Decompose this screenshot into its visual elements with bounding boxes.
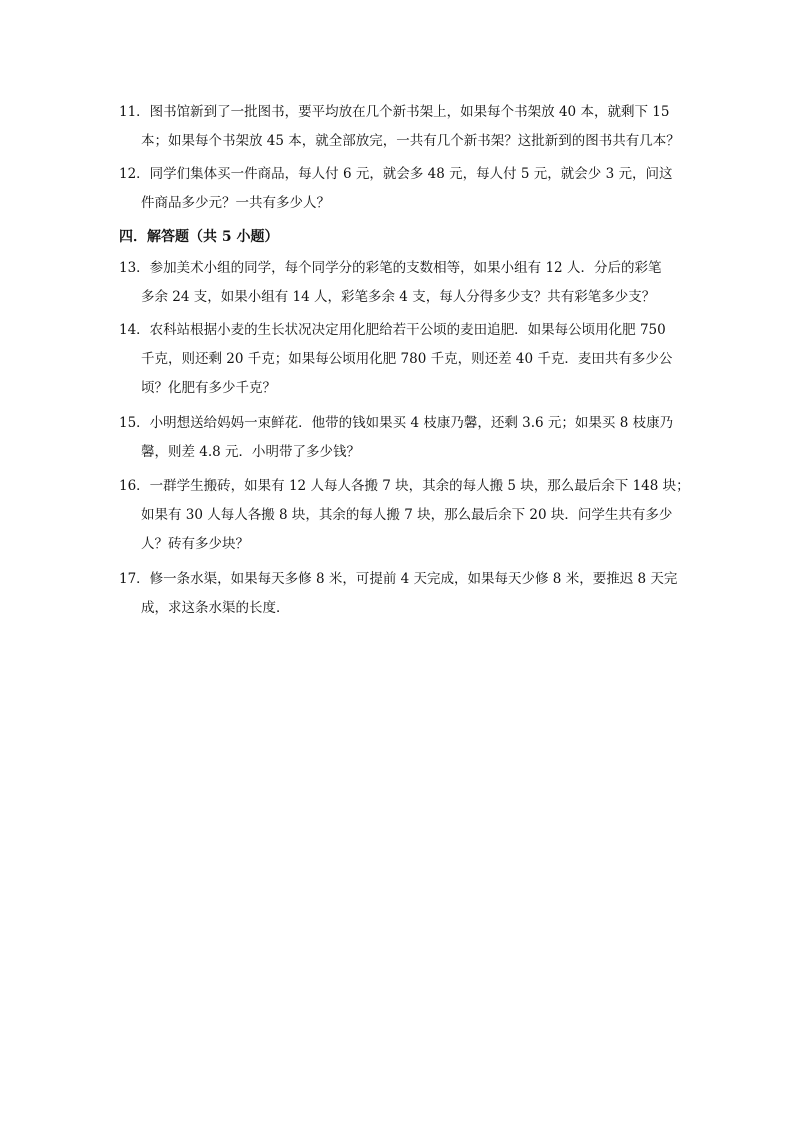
- question-13: [119, 254, 679, 312]
- question-line: 人？砖有多少块？: [141, 536, 249, 552]
- question-line: 15．小明想送给妈妈一束鲜花．他带的钱如果买 4 枝康乃馨，还剩 3.6 元；如果买 8 枝康乃: [119, 415, 674, 431]
- question-line: 16．一群学生搬砖，如果有 12 人每人各搬 7 块，其余的每人搬 5 块，那么最后余下 148 块；: [119, 478, 690, 494]
- question-16: [119, 472, 690, 559]
- question-11: [119, 98, 679, 156]
- question-14: [119, 316, 679, 403]
- question-line: 成，求这条水渠的长度．: [141, 600, 290, 616]
- section-title: 四．解答题（共 5 小题）: [119, 229, 279, 245]
- question-line: 11．图书馆新到了一批图书，要平均放在几个新书架上，如果每个书架放 40 本，就剩下 15: [119, 104, 670, 120]
- question-line: 本；如果每个书架放 45 本，就全部放完，一共有几个新书架？这批新到的图书共有几本？: [141, 133, 680, 149]
- question-15: [119, 409, 679, 467]
- question-line: 13．参加美术小组的同学，每个同学分的彩笔的支数相等，如果小组有 12 人．分后的彩笔: [119, 260, 662, 276]
- question-line: 12．同学们集体买一件商品，每人付 6 元，就会多 48 元，每人付 5 元，就会少 3 元，问这: [119, 166, 673, 182]
- question-line: 件商品多少元？一共有多少人？: [141, 195, 330, 211]
- question-line: 多余 24 支，如果小组有 14 人，彩笔多余 4 支，每人分得多少支？共有彩笔多少支？: [141, 289, 656, 305]
- question-line: 顷？化肥有多少千克？: [141, 380, 276, 396]
- question-line: 千克，则还剩 20 千克；如果每公顷用化肥 780 千克，则还差 40 千克．麦田共有多少公: [141, 351, 673, 367]
- question-12: [119, 160, 679, 218]
- question-line: 如果有 30 人每人各搬 8 块，其余的每人搬 7 块，那么最后余下 20 块．问学生共有多少: [141, 507, 673, 523]
- question-line: 馨，则差 4.8 元．小明带了多少钱？: [141, 444, 361, 460]
- question-line: 14．农科站根据小麦的生长状况决定用化肥给若干公顷的麦田追肥．如果每公顷用化肥 750: [119, 322, 666, 338]
- question-line: 17．修一条水渠，如果每天多修 8 米，可提前 4 天完成，如果每天少修 8 米，要推迟 8 天完: [119, 571, 678, 587]
- question-17: [119, 565, 679, 623]
